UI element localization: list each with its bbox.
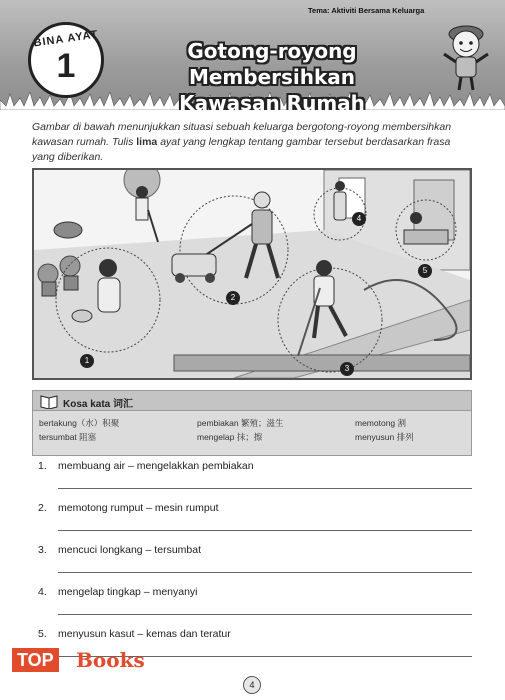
vocab-word: mengelap 抹；擦 [197, 432, 263, 442]
instructions-part-1: Gambar di bawah menunjukkan situasi sebuah keluarga bergotong-royong membersihkan kawasan rumah. Tulis [32, 121, 452, 148]
vocab-word: pembiakan 繁殖；滋生 [197, 418, 284, 428]
question-number: 1. [38, 460, 47, 472]
question-number: 2. [38, 502, 47, 514]
vocab-word: memotong 割 [355, 418, 407, 428]
question-number: 5. [38, 628, 47, 640]
vocab-word: menyusun 排列 [355, 432, 414, 442]
instructions-text [32, 120, 472, 165]
cartoon-boy-icon [438, 14, 494, 94]
vocabulary-header [33, 391, 471, 411]
marker-2: 2 [226, 291, 240, 305]
bina-ayat-badge [28, 22, 104, 98]
question-number: 4. [38, 586, 47, 598]
question-text: mencuci longkang – tersumbat [58, 544, 201, 556]
badge-number: 1 [56, 47, 76, 85]
marker-4: 4 [352, 212, 366, 226]
page-number: 4 [243, 676, 261, 694]
page-title [122, 38, 422, 110]
question-item [32, 544, 472, 586]
marker-3: 3 [340, 362, 354, 376]
question-text: memotong rumput – mesin rumput [58, 502, 219, 514]
marker-5: 5 [418, 264, 432, 278]
topbooks-logo [12, 648, 182, 672]
question-item [32, 586, 472, 628]
page-header [0, 0, 505, 110]
answer-line[interactable] [58, 530, 472, 531]
question-text: menyusun kasut – kemas dan teratur [58, 628, 231, 640]
instructions-bold: lima [136, 136, 158, 148]
badge-label: BINA AYAT [32, 28, 100, 50]
answer-line[interactable] [58, 488, 472, 489]
theme-label: Tema: Aktiviti Bersama Keluarga [308, 6, 425, 15]
title-line-2: Kawasan Rumah [179, 91, 365, 110]
question-item [32, 460, 472, 502]
answer-line[interactable] [58, 572, 472, 573]
answer-line[interactable] [58, 614, 472, 615]
book-icon [39, 393, 59, 409]
vocab-word: bertakung（水）积聚 [39, 418, 120, 428]
vocab-word: tersumbat 阻塞 [39, 432, 97, 442]
logo-top: TOP [12, 648, 59, 672]
instructions-part-2: ayat yang lengkap tentang gambar tersebut berdasarkan frasa yang diberikan. [32, 136, 451, 163]
family-cleaning-illustration [32, 168, 472, 380]
title-line-1: Gotong-royong Membersihkan [187, 39, 357, 89]
question-number: 3. [38, 544, 47, 556]
logo-books: Books [76, 648, 145, 672]
scene-drawing [34, 170, 470, 378]
marker-1: 1 [80, 354, 94, 368]
question-text: membuang air – mengelakkan pembiakan [58, 460, 254, 472]
question-text: mengelap tingkap – menyanyi [58, 586, 198, 598]
vocabulary-title: Kosa kata 词汇 [63, 399, 134, 410]
vocabulary-box [32, 390, 472, 456]
question-item [32, 502, 472, 544]
